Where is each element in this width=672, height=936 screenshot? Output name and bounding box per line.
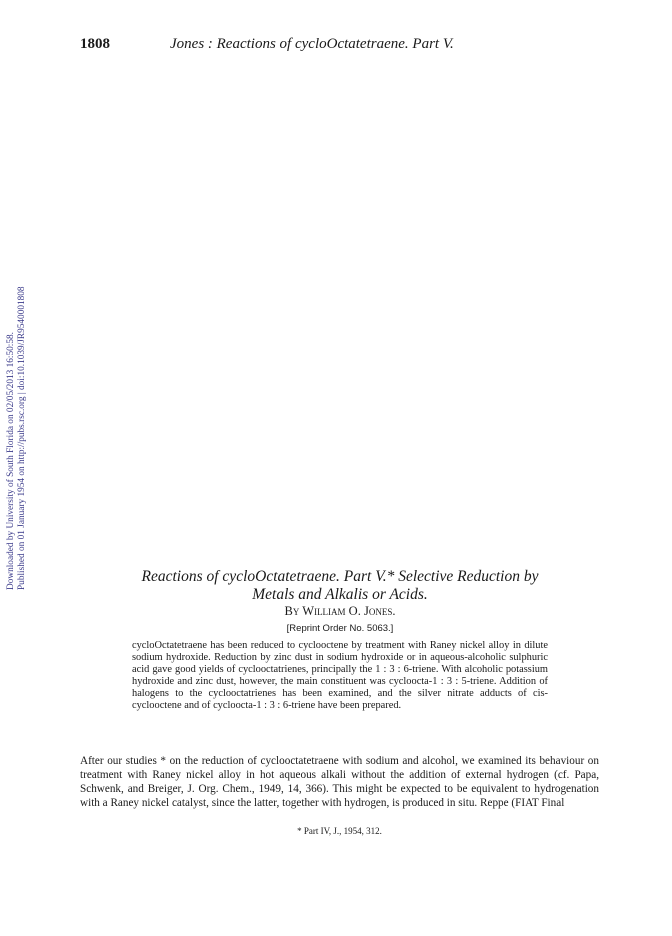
abstract (132, 640, 548, 712)
running-head: Jones : Reactions of cycloOctatetraene. Part V. (170, 36, 454, 52)
page-header (80, 36, 600, 56)
download-watermark (6, 286, 28, 590)
abstract-text: cycloOctatetraene has been reduced to cyclooctene by treatment with Raney nickel alloy in dilute sodium hydroxide. Reduction by zinc dust in sodium hydroxide or in aqueous-alcoholic sulphuric acid gave good yields of cyclooctatrienes, principally the 1 : 3 : 6-triene. With alcoholic potassium hydroxide and zinc dust, however, the main constituent was cycloocta-1 : 3 : 5-triene. Addition of halogens to the cyclooctatrienes has been examined, and the silver nitrate adducts of cis-cyclooctene and of cycloocta-1 : 3 : 6-triene have been prepared. (132, 640, 548, 711)
body-paragraph: After our studies * on the reduction of cyclooctatetraene with sodium and alcohol, we examined its behaviour on treatment with Raney nickel alloy in hot aqueous alkali without the addition of external hydrogen (cf. Papa, Schwenk, and Breiger, J. Org. Chem., 1949, 14, 366). This might be expected to be equivalent to hydrogenation with a Raney nickel catalyst, since the latter, together with hydrogen, is produced in situ. Reppe (FIAT Final (80, 755, 599, 809)
article-title (90, 568, 590, 604)
publication-notice: Published on 01 January 1954 on http://pubs.rsc.org | doi:10.1039/JR9540001808 (17, 286, 27, 590)
body-text (80, 754, 599, 810)
footnote: * Part IV, J., 1954, 312. (297, 826, 382, 836)
reprint-order: [Reprint Order No. 5063.] (286, 623, 394, 634)
author-line: By William O. Jones. (284, 604, 396, 618)
title-line-2: Metals and Alkalis or Acids. (252, 586, 428, 603)
download-notice: Downloaded by University of South Florida on 02/05/2013 16:50:58. (6, 332, 16, 590)
page-number: 1808 (80, 36, 110, 52)
title-line-1: Reactions of cycloOctatetraene. Part V.* Selective Reduction by (141, 568, 539, 585)
